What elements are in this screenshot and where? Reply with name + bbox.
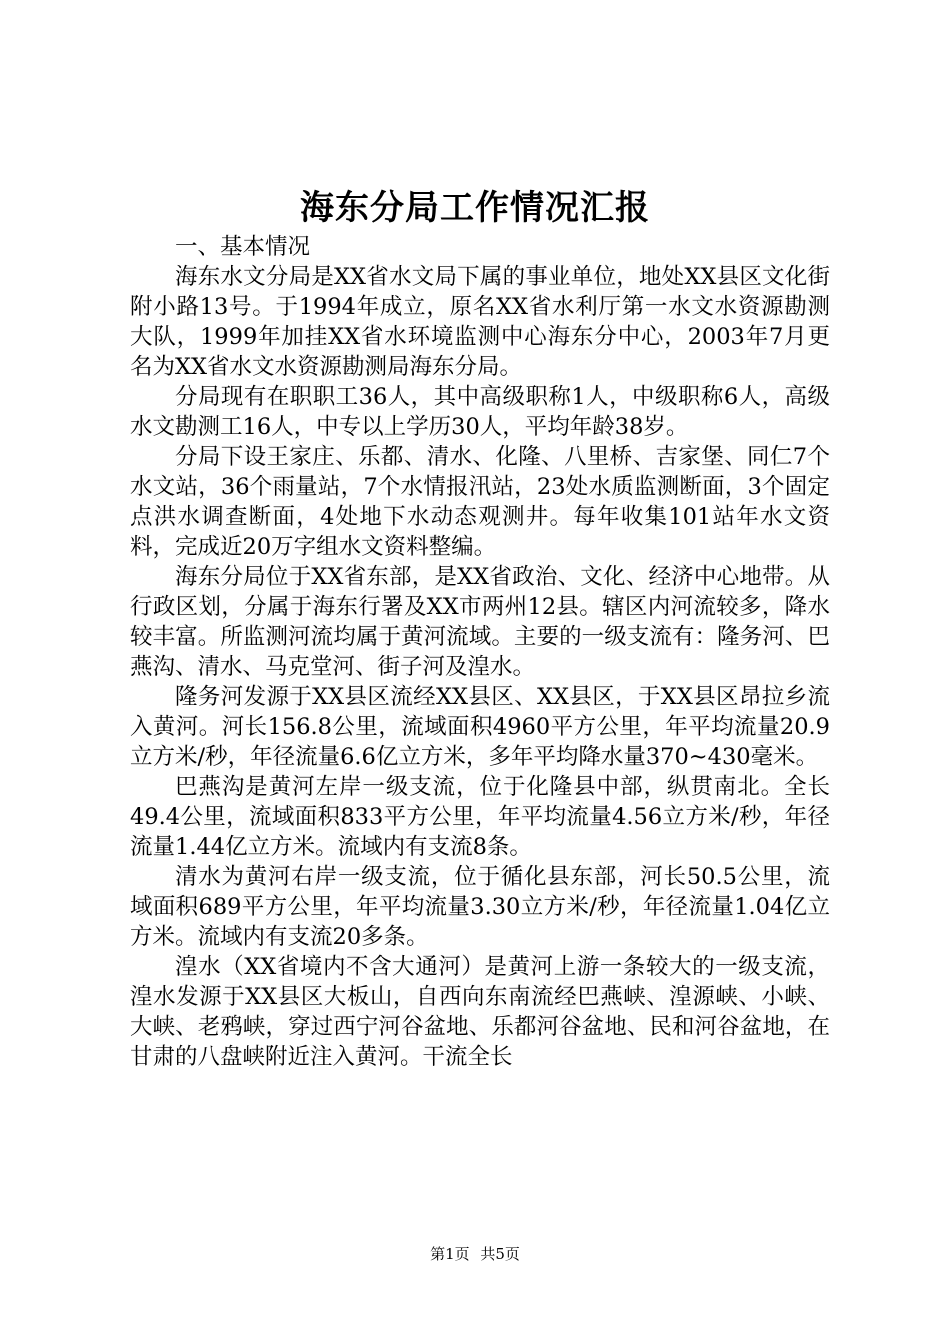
document-title: 海东分局工作情况汇报: [300, 188, 650, 228]
paragraph: 清水为黄河右岸一级支流，位于循化县东部，河长50.5公里，流域面积689平方公里，年平均流量3.30立方米/秒，年径流量1.04亿立方米。流域内有支流20多条。: [130, 864, 830, 950]
paragraph: 分局下设王家庄、乐都、清水、化隆、八里桥、吉家堡、同仁7个水文站，36个雨量站，7个水情报汛站，23处水质监测断面，3个固定点洪水调查断面，4处地下水动态观测井。每年收集101站年水文资料，完成近20万字组水文资料整编。: [130, 444, 830, 560]
paragraph: 分局现有在职职工36人，其中高级职称1人，中级职称6人，高级水文勘测工16人，中专以上学历30人，平均年龄38岁。: [130, 384, 830, 440]
paragraph: 湟水（XX省境内不含大通河）是黄河上游一条较大的一级支流，湟水发源于XX县区大板山，自西向东南流经巴燕峡、湟源峡、小峡、大峡、老鸦峡，穿过西宁河谷盆地、乐都河谷盆地、民和河谷盆地，在甘肃的八盘峡附近注入黄河。干流全长: [130, 954, 830, 1070]
paragraph: 巴燕沟是黄河左岸一级支流，位于化隆县中部，纵贯南北。全长49.4公里，流域面积833平方公里，年平均流量4.56立方米/秒，年径流量1.44亿立方米。流域内有支流8条。: [130, 774, 830, 860]
paragraph: 海东分局位于XX省东部，是XX省政治、文化、经济中心地带。从行政区划，分属于海东行署及XX市两州12县。辖区内河流较多，降水较丰富。所监测河流均属于黄河流域。主要的一级支流有：隆务河、巴燕沟、清水、马克堂河、街子河及湟水。: [130, 564, 830, 680]
paragraph: 隆务河发源于XX县区流经XX县区、XX县区，于XX县区昂拉乡流入黄河。河长156.8公里，流域面积4960平方公里，年平均流量20.9立方米/秒，年径流量6.6亿立方米，多年平均降水量370~430毫米。: [130, 684, 830, 770]
page-footer: [0, 1244, 950, 1264]
page-total: 共5页: [480, 1245, 520, 1263]
section-heading: 一、基本情况: [175, 234, 311, 260]
document-body: [130, 232, 830, 1072]
page-number: 第1页: [430, 1245, 470, 1263]
paragraph: 海东水文分局是XX省水文局下属的事业单位，地处XX县区文化街附小路13号。于1994年成立，原名XX省水利厅第一水文水资源勘测大队，1999年加挂XX省水环境监测中心海东分中心，2003年7月更名为XX省水文水资源勘测局海东分局。: [130, 264, 830, 380]
